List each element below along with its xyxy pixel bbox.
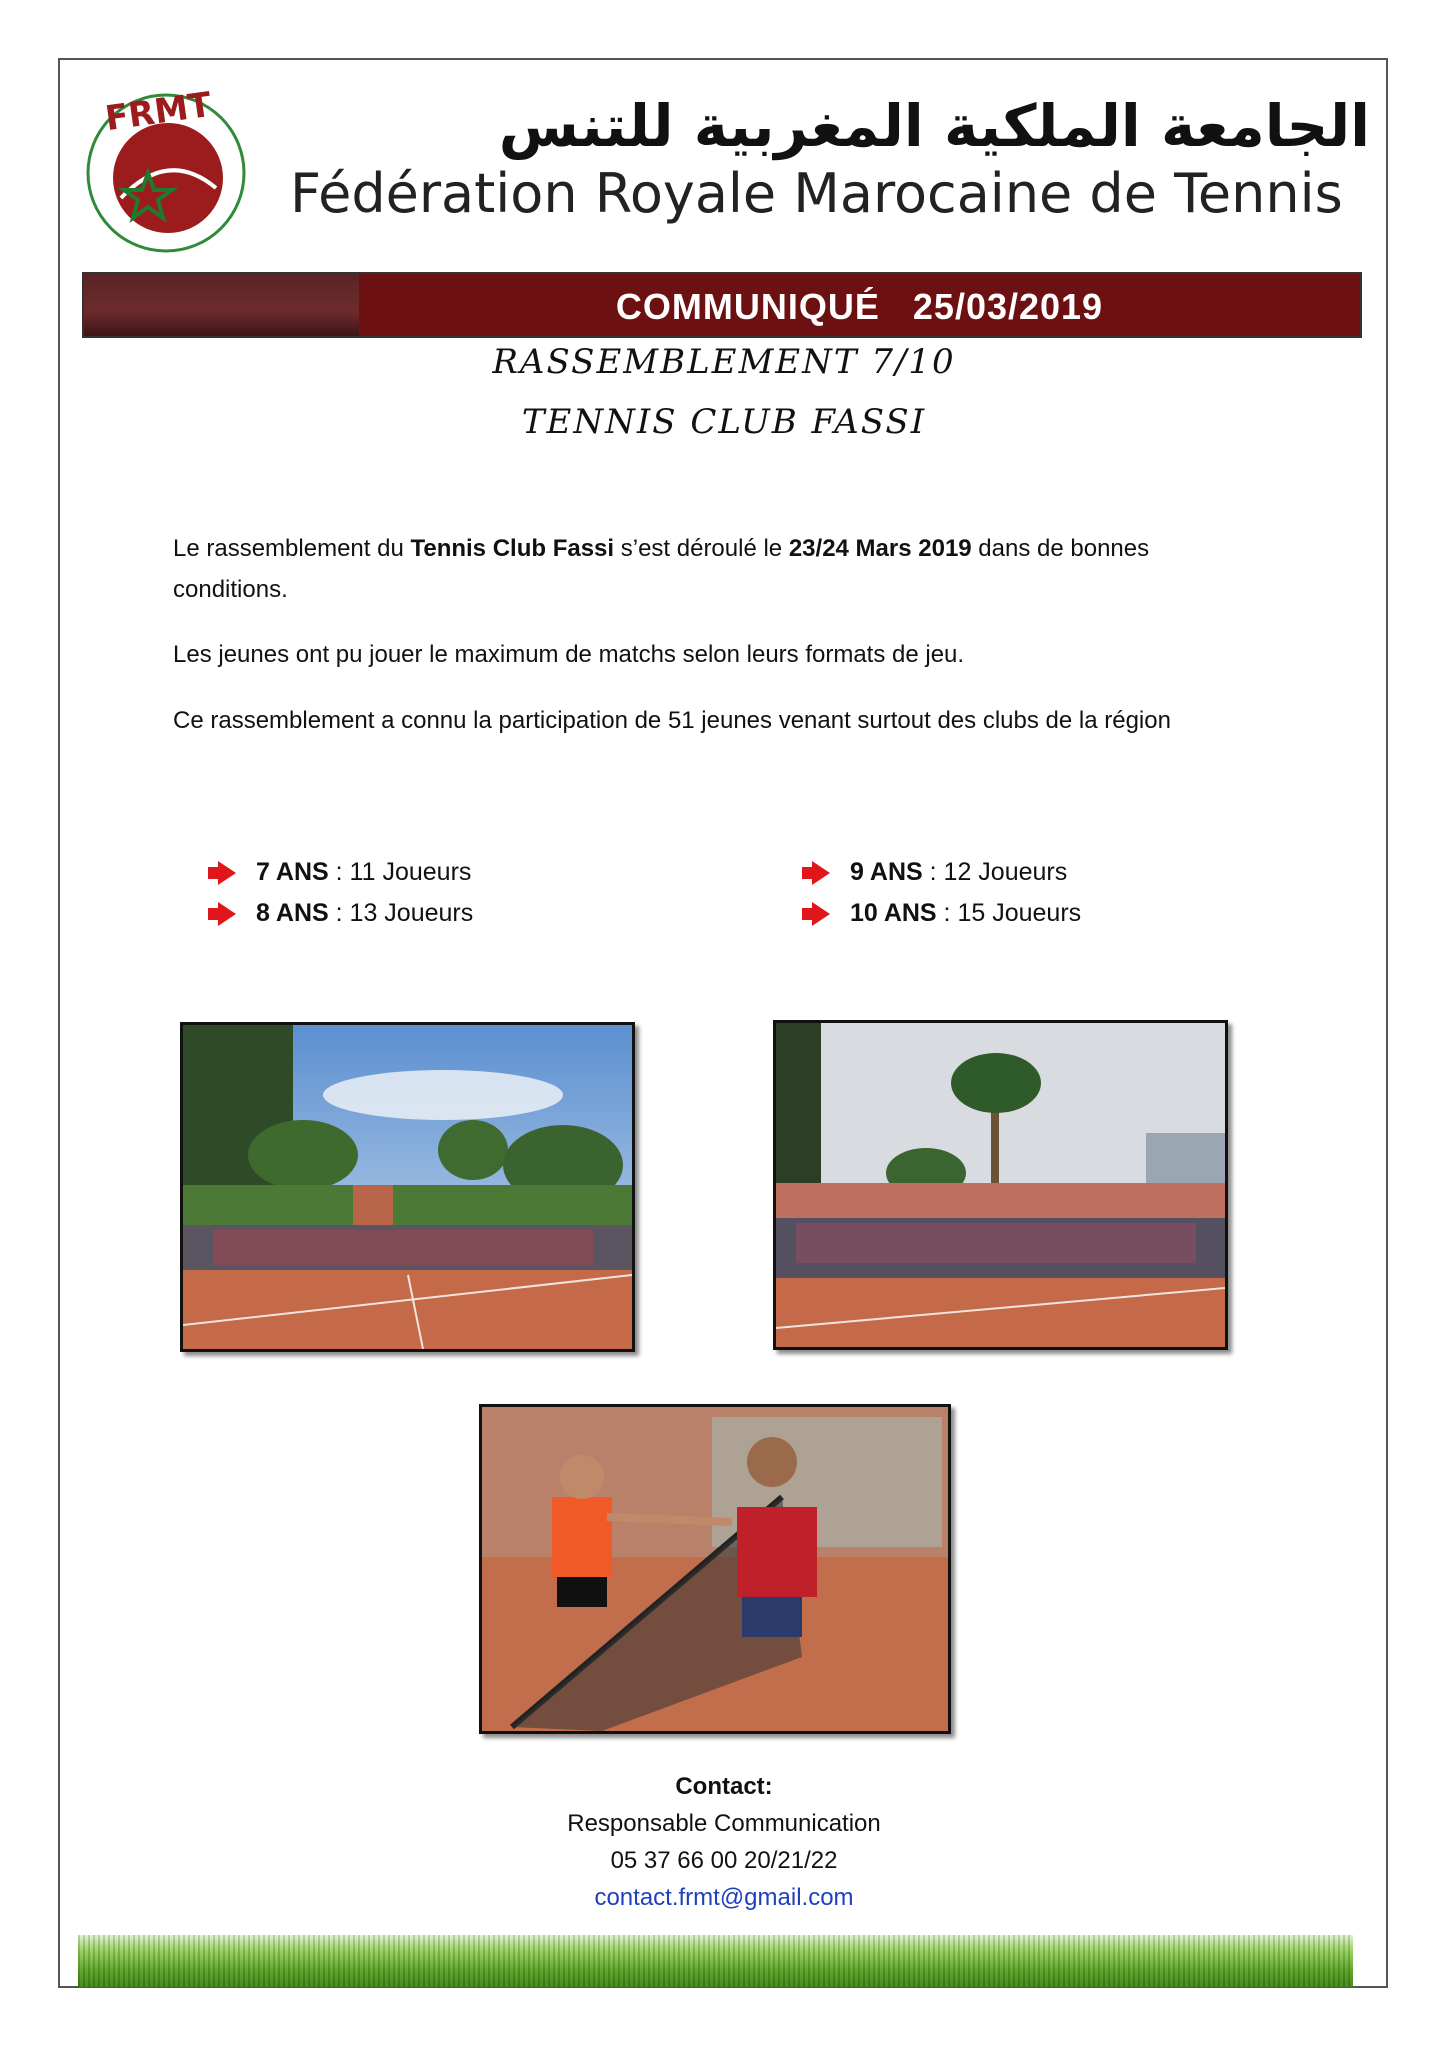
communique-banner <box>82 272 1362 338</box>
category-age: 10 ANS <box>850 899 937 927</box>
category-10-ans <box>812 899 1081 928</box>
p1-text-e: dans de bonnes conditions. <box>173 535 1150 603</box>
handshake-photo <box>479 1404 951 1734</box>
frmt-logo <box>76 78 256 258</box>
group-photo-1 <box>180 1022 635 1352</box>
category-players: : 12 Joueurs <box>922 858 1068 886</box>
contact-email-row <box>0 1884 1448 1912</box>
arrow-right-icon <box>218 902 236 926</box>
arrow-right-icon <box>812 861 830 885</box>
category-7-ans <box>218 858 471 887</box>
category-players: : 15 Joueurs <box>936 899 1082 927</box>
contact-email-link[interactable]: contact.frmt@gmail.com <box>594 1884 854 1911</box>
p1-date: 23/24 Mars 2019 <box>788 535 972 562</box>
arabic-federation-name: الجامعة الملكية المغربية للتنس <box>498 92 1370 160</box>
category-players: : 13 Joueurs <box>328 899 474 927</box>
paragraph-3: Ce rassemblement a connu la participation de 51 jeunes venant surtout des clubs de la région <box>173 707 1171 734</box>
group-photo-2 <box>773 1020 1228 1350</box>
subtitle-line-2: TENNIS CLUB FASSI <box>521 402 927 442</box>
category-9-ans <box>812 858 1067 887</box>
banner-title: COMMUNIQUÉ 25/03/2019 <box>615 286 1104 327</box>
p1-text-c: s’est déroulé le <box>614 535 789 562</box>
contact-role: Responsable Communication <box>567 1810 881 1837</box>
category-players: : 11 Joueurs <box>328 858 472 886</box>
category-age: 8 ANS <box>256 899 329 927</box>
logo-text: FRMT <box>102 84 214 140</box>
subtitle-line-1: RASSEMBLEMENT 7/10 <box>492 342 956 382</box>
category-8-ans <box>218 899 473 928</box>
arrow-right-icon <box>218 861 236 885</box>
contact-phone: 05 37 66 00 20/21/22 <box>610 1847 838 1874</box>
banner-accent <box>84 274 359 336</box>
contact-title: Contact: <box>675 1773 773 1800</box>
category-age: 7 ANS <box>256 858 329 886</box>
arrow-right-icon <box>812 902 830 926</box>
p1-text-a: Le rassemblement du <box>173 535 411 562</box>
p1-club-name: Tennis Club Fassi <box>410 535 615 562</box>
paragraph-2: Les jeunes ont pu jouer le maximum de matchs selon leurs formats de jeu. <box>173 641 965 668</box>
french-federation-name: Fédération Royale Marocaine de Tennis <box>290 162 1343 225</box>
paragraph-1 <box>173 528 1263 610</box>
grass-footer-strip <box>78 1935 1353 1987</box>
category-age: 9 ANS <box>850 858 923 886</box>
